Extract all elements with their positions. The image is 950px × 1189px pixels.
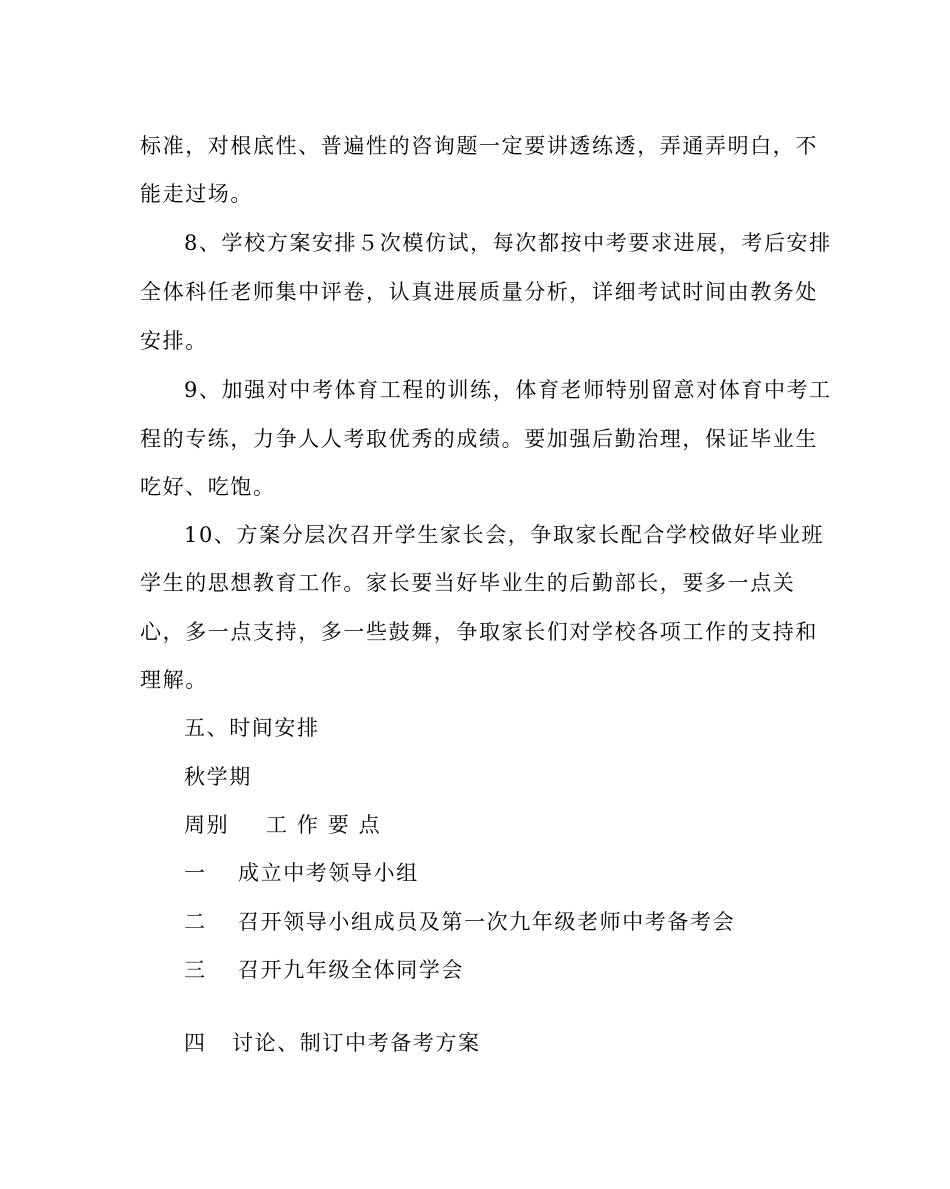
paragraph-10-start: 10、方案分层次召开学生家长会，争取家长配合学校做好毕业班 xyxy=(184,523,825,547)
header-week: 周别 xyxy=(184,813,230,837)
row-week: 四 xyxy=(184,1031,207,1055)
paragraph-8-start: 8、学校方案安排５次模仿试，每次都按中考要求进展，考后安排 xyxy=(184,231,832,255)
text-line: 心，多一点支持，多一些鼓舞，争取家长们对学校各项工作的支持和 xyxy=(140,620,818,644)
paragraph-9-start: 9、加强对中考体育工程的训练，体育老师特别留意对体育中考工 xyxy=(184,378,832,402)
section-heading: 五、时间安排 xyxy=(184,716,320,740)
text-line: 程的专练，力争人人考取优秀的成绩。要加强后勤治理，保证毕业生 xyxy=(140,427,818,451)
semester-label: 秋学期 xyxy=(184,765,252,789)
row-task: 召开领导小组成员及第一次九年级老师中考备考会 xyxy=(238,910,736,934)
text-line: 全体科任老师集中评卷，认真进展质量分析，详细考试时间由教务处 xyxy=(140,280,818,304)
text-line: 标准，对根底性、普遍性的咨询题一定要讲透练透，弄通弄明白，不 xyxy=(140,134,818,158)
text-line: 学生的思想教育工作。家长要当好毕业生的后勤部长，要多一点关 xyxy=(140,571,796,595)
text-line: 理解。 xyxy=(140,668,208,692)
row-week: 三 xyxy=(184,958,207,982)
row-task: 召开九年级全体同学会 xyxy=(238,958,464,982)
row-week: 一 xyxy=(184,861,207,885)
text-line: 安排。 xyxy=(140,329,208,353)
text-line: 能走过场。 xyxy=(140,182,253,206)
row-task: 成立中考领导小组 xyxy=(238,861,419,885)
text-line: 吃好、吃饱。 xyxy=(140,475,276,499)
row-week: 二 xyxy=(184,910,207,934)
row-task: 讨论、制订中考备考方案 xyxy=(232,1031,481,1055)
header-work-points: 工 作 要 点 xyxy=(266,813,382,837)
